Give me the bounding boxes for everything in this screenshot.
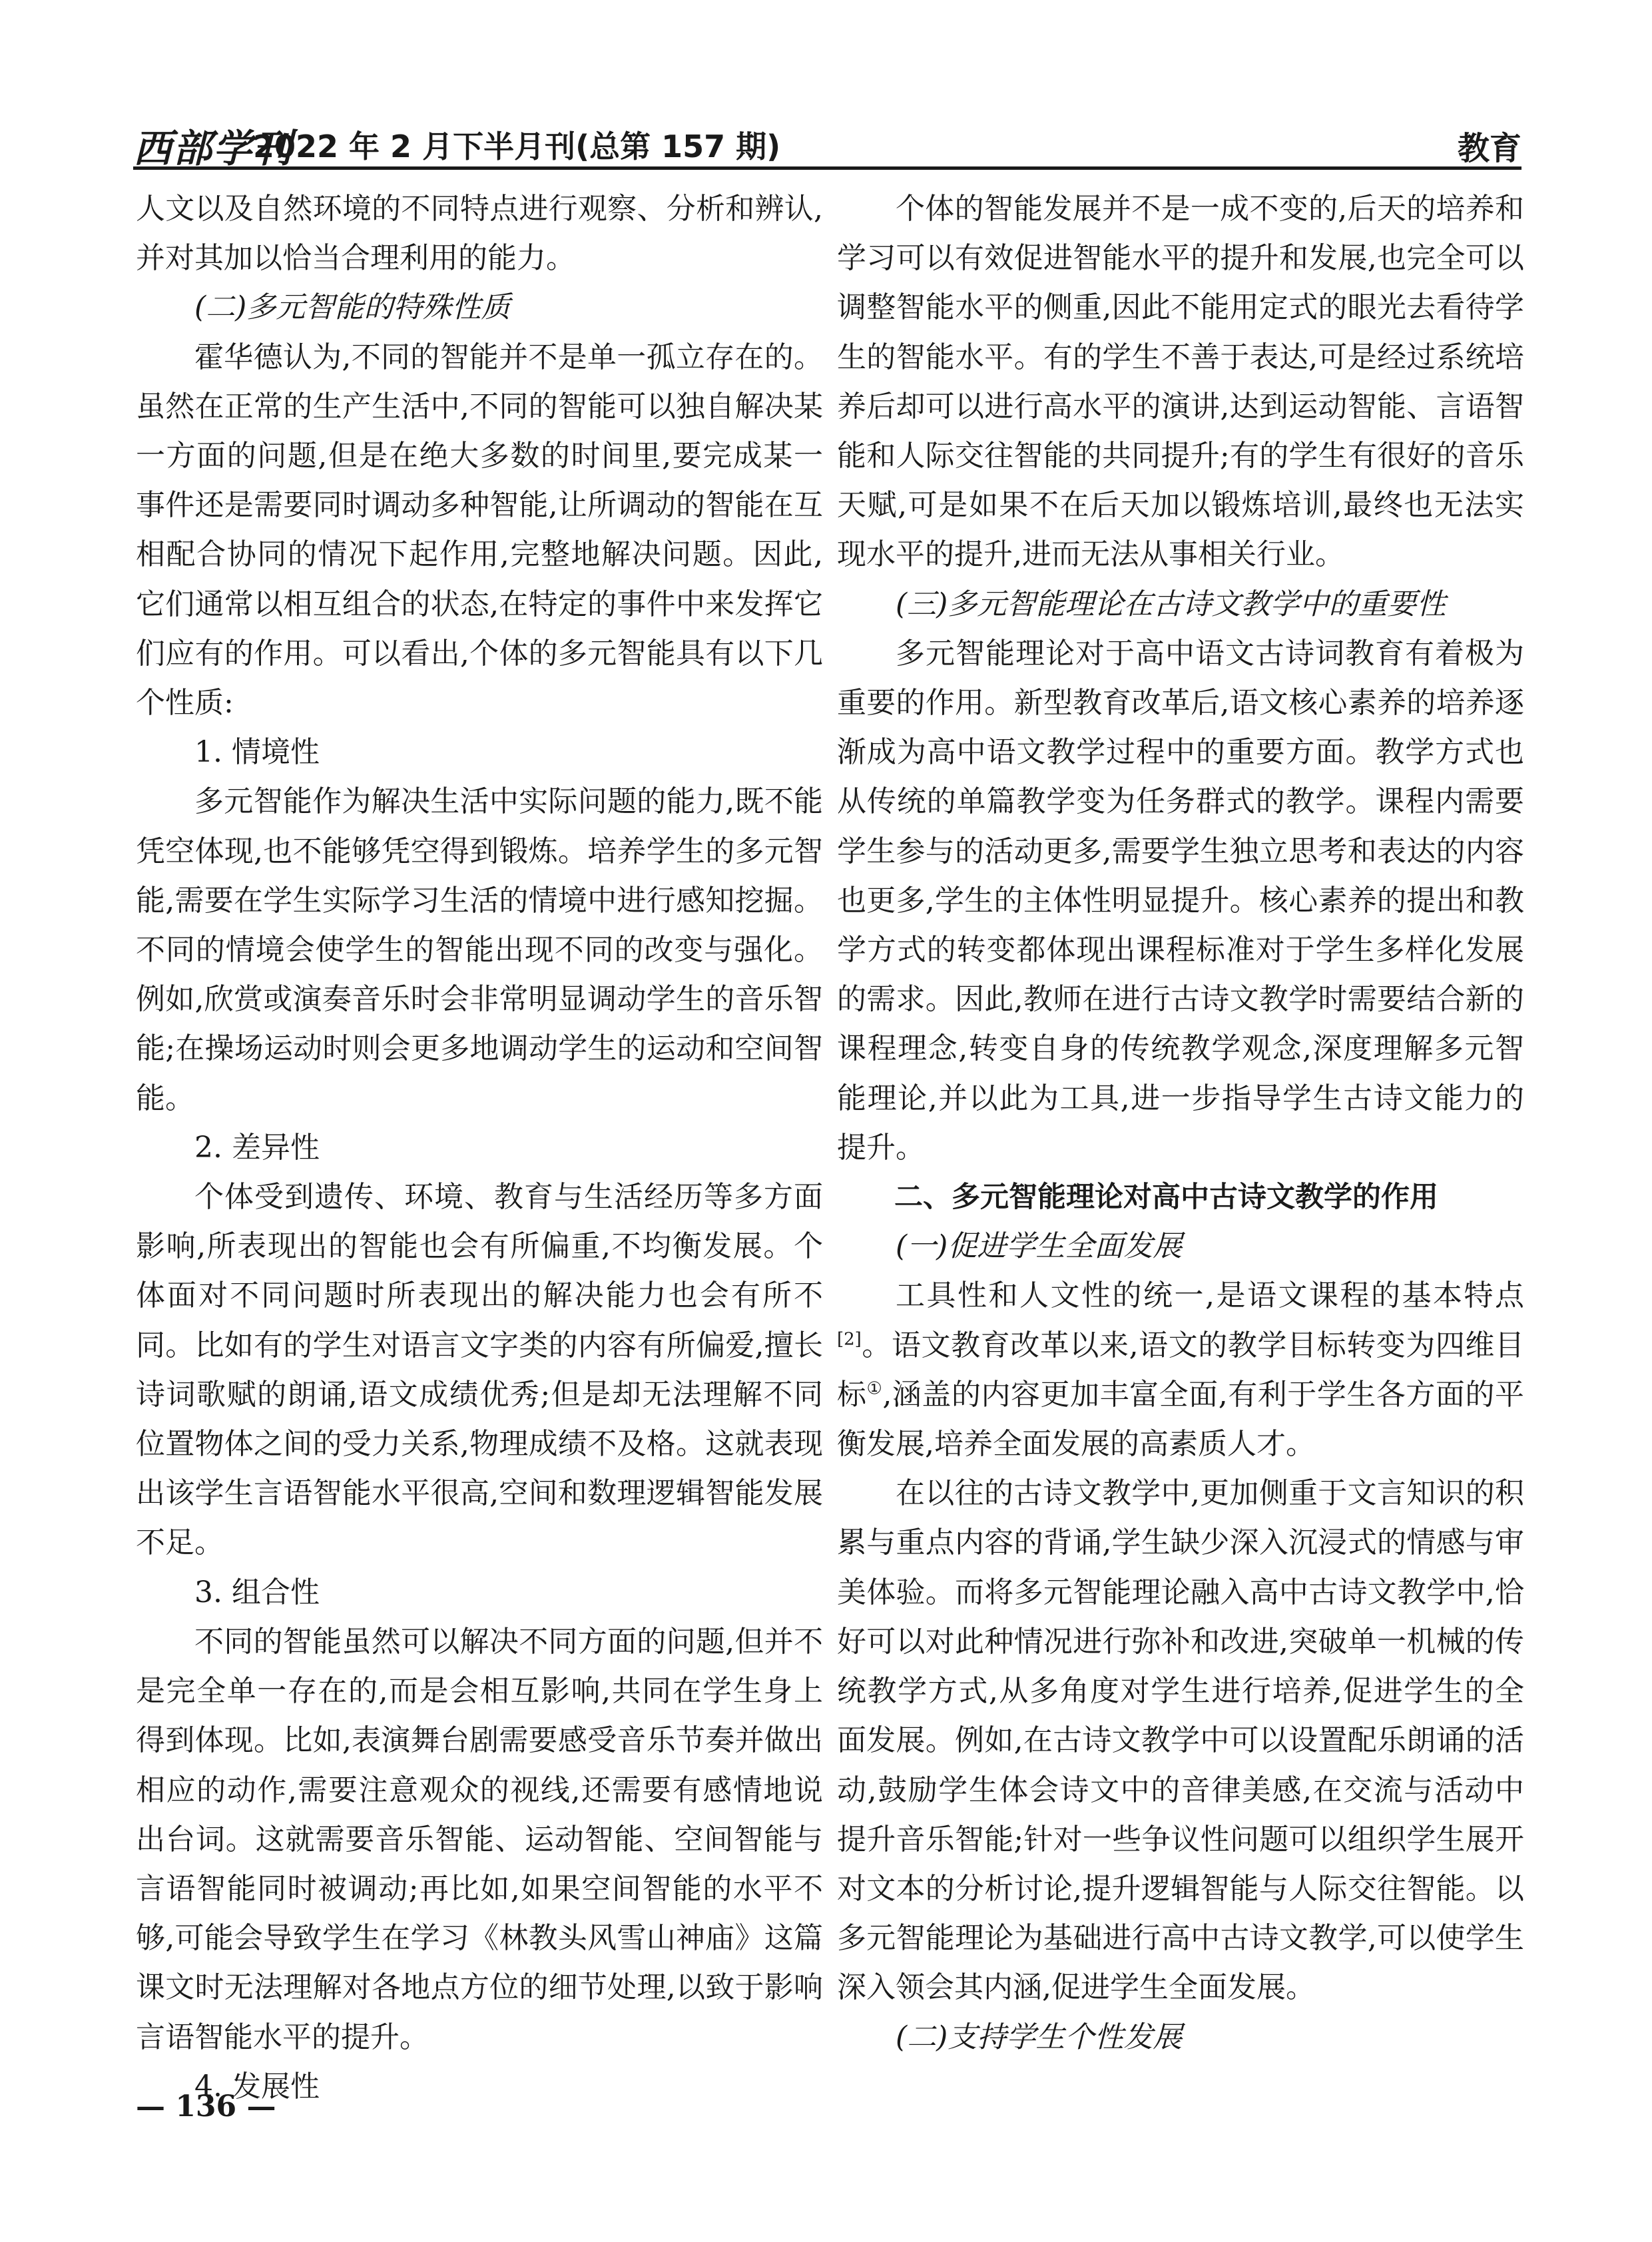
paragraph: 多元智能作为解决生活中实际问题的能力,既不能凭空体现,也不能够凭空得到锻炼。培养学生的多元智能,需要在学生实际学习生活的情境中进行感知挖掘。不同的情境会使学生的智能出现不同的改变与强化。例如,欣赏或演奏音乐时会非常明显调动学生的音乐智能;在操场运动时则会更多地调动学生的运动和空间智能。 <box>136 784 824 1115</box>
paragraph-text: 工具性和人文性的统一,是语文课程的基本特点 <box>896 1278 1524 1313</box>
paragraph-text: ,涵盖的内容更加丰富全面,有利于学生各方面的平衡发展,培养全面发展的高素质人才。 <box>837 1377 1524 1462</box>
footnote-marker[interactable]: ① <box>866 1378 883 1399</box>
left-column <box>136 184 823 2111</box>
numbered-heading: 2. 差异性 <box>194 1130 320 1165</box>
paragraph: 人文以及自然环境的不同特点进行观察、分析和辨认,并对其加以恰当合理利用的能力。 <box>136 192 823 276</box>
section-heading: 二、多元智能理论对高中古诗文教学的作用 <box>894 1181 1438 1215</box>
numbered-heading: 4. 发展性 <box>194 2069 320 2103</box>
paragraph: 霍华德认为,不同的智能并不是单一孤立存在的。虽然在正常的生产生活中,不同的智能可以独自解决某一方面的问题,但是在绝大多数的时间里,要完成某一事件还是需要同时调动多种智能,让所调动的智能在互相配合协同的情况下起作用,完整地解决问题。因此,它们通常以相互组合的状态,在特定的事件中来发挥它们应有的作用。可以看出,个体的多元智能具有以下几个性质: <box>136 340 824 720</box>
subheading: (三)多元智能理论在古诗文教学中的重要性 <box>896 587 1446 621</box>
journal-name: 西部学刊 <box>133 126 294 171</box>
section-name: 教育 <box>1457 130 1521 167</box>
paragraph: 个体的智能发展并不是一成不变的,后天的培养和学习可以有效促进智能水平的提升和发展,也完全可以调整智能水平的侧重,因此不能用定式的眼光去看待学生的智能水平。有的学生不善于表达,可是经过系统培养后却可以进行高水平的演讲,达到运动智能、言语智能和人际交往智能的共同提升;有的学生有很好的音乐天赋,可是如果不在后天加以锻炼培训,最终也无法实现水平的提升,进而无法从事相关行业。 <box>837 192 1524 572</box>
paragraph: 多元智能理论对于高中语文古诗词教育有着极为重要的作用。新型教育改革后,语文核心素养的培养逐渐成为高中语文教学过程中的重要方面。教学方式也从传统的单篇教学变为任务群式的教学。课程内需要学生参与的活动更多,需要学生独立思考和表达的内容也更多,学生的主体性明显提升。核心素养的提出和教学方式的转变都体现出课程标准对于学生多样化发展的需求。因此,教师在进行古诗文教学时需要结合新的课程理念,转变自身的传统教学观念,深度理解多元智能理论,并以此为工具,进一步指导学生古诗文能力的提升。 <box>837 636 1524 1165</box>
paragraph: 在以往的古诗文教学中,更加侧重于文言知识的积累与重点内容的背诵,学生缺少深入沉浸式的情感与审美体验。而将多元智能理论融入高中古诗文教学中,恰好可以对此种情况进行弥补和改进,突破单一机械的传统教学方式,从多角度对学生进行培养,促进学生的全面发展。例如,在古诗文教学中可以设置配乐朗诵的活动,鼓励学生体会诗文中的音律美感,在交流与活动中提升音乐智能;针对一些争议性问题可以组织学生展开对文本的分析讨论,提升逻辑智能与人际交往智能。以多元智能理论为基础进行高中古诗文教学,可以使学生深入领会其内涵,促进学生全面发展。 <box>837 1476 1524 2005</box>
page-number: — 136 — <box>136 2090 276 2123</box>
subheading: (二)支持学生个性发展 <box>896 2020 1183 2054</box>
numbered-heading: 1. 情境性 <box>194 735 320 770</box>
issue-info: 2022 年 2 月下半月刊(总第 157 期) <box>253 129 781 164</box>
page-header <box>133 113 1521 170</box>
paragraph-text: 。语文教育改革以来,语文的教学目标转变为四维目标 <box>837 1328 1524 1412</box>
paragraph <box>837 1271 1524 1469</box>
right-column <box>837 184 1524 2062</box>
paragraph: 个体受到遗传、环境、教育与生活经历等多方面影响,所表现出的智能也会有所偏重,不均衡发展。个体面对不同问题时所表现出的解决能力也会有所不同。比如有的学生对语言文字类的内容有所偏爱,擅长诗词歌赋的朗诵,语文成绩优秀;但是却无法理解不同位置物体之间的受力关系,物理成绩不及格。这就表现出该学生言语智能水平很高,空间和数理逻辑智能发展不足。 <box>136 1180 823 1560</box>
subheading: (二)多元智能的特殊性质 <box>194 290 511 325</box>
paragraph: 不同的智能虽然可以解决不同方面的问题,但并不是完全单一存在的,而是会相互影响,共同在学生身上得到体现。比如,表演舞台剧需要感受音乐节奏并做出相应的动作,需要注意观众的视线,还需要有感情地说出台词。这就需要音乐智能、运动智能、空间智能与言语智能同时被调动;再比如,如果空间智能的水平不够,可能会导致学生在学习《林教头风雪山神庙》这篇课文时无法理解对各地点方位的细节处理,以致于影响言语智能水平的提升。 <box>136 1624 824 2054</box>
subheading: (一)促进学生全面发展 <box>896 1229 1183 1264</box>
citation-ref[interactable]: [2] <box>837 1329 862 1350</box>
numbered-heading: 3. 组合性 <box>194 1575 320 1609</box>
